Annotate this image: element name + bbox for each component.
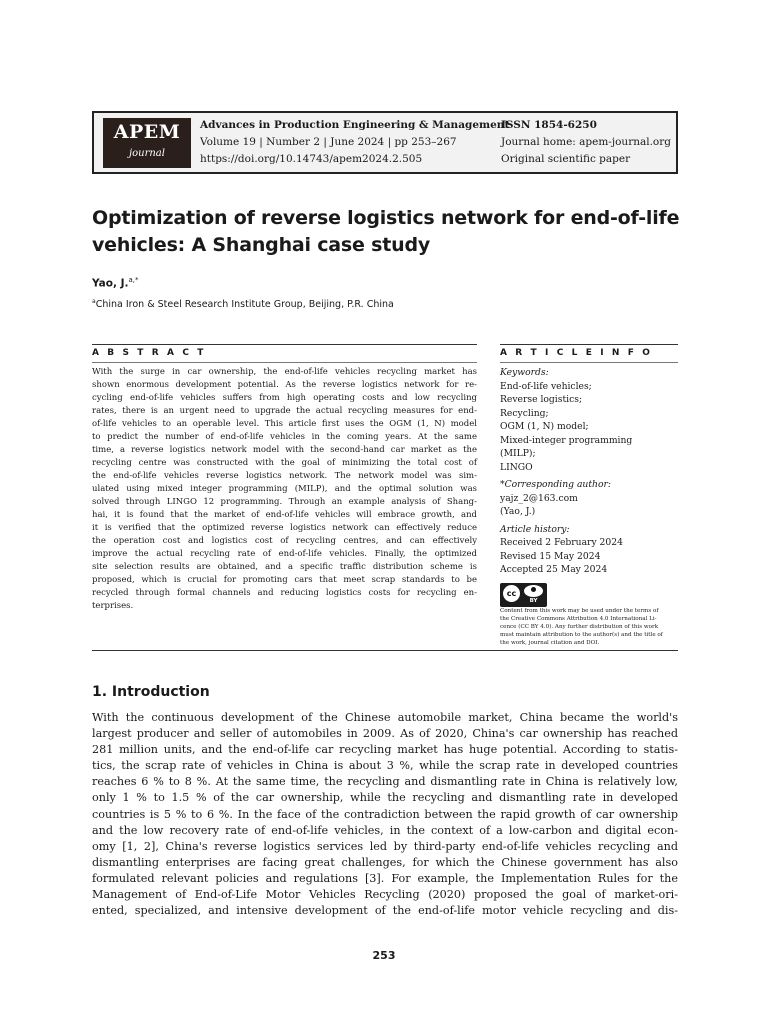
- introduction-body: [92, 710, 678, 919]
- body-line: formulated relevant policies and regulations [3]. For example, the Implementation Rules for the: [92, 871, 678, 885]
- body-line: countries is 5 % to 6 %. In the face of the contradiction between the rapid growth of car ownership: [92, 807, 678, 821]
- keyword-item: End-of-life vehicles;: [500, 380, 592, 392]
- body-line: ented, specialized, and intensive development of the end-of-life motor vehicle recycling and dis-: [92, 904, 678, 918]
- article-info-label: A R T I C L E I N F O: [500, 348, 653, 358]
- abstract-line: ulated using mixed integer programming (MILP), and the optimal solution was: [92, 484, 477, 494]
- body-line: With the continuous development of the Chinese automobile market, China became the world's: [92, 711, 678, 724]
- history-item: Revised 15 May 2024: [500, 550, 601, 562]
- section-heading-introduction: 1. Introduction: [92, 684, 210, 700]
- cc-by-license-icon[interactable]: [500, 583, 547, 607]
- abstract-body: [92, 366, 477, 613]
- author-name: Yao, J.: [92, 277, 129, 290]
- paper-title-line-1: Optimization of reverse logistics network for end-of-life: [92, 207, 680, 229]
- history-item: Accepted 25 May 2024: [500, 564, 608, 575]
- article-history-heading: Article history:: [500, 523, 570, 535]
- cc-icon: cc: [503, 585, 520, 602]
- keyword-item: OGM (1, N) model;: [500, 421, 589, 432]
- article-info-body: [500, 366, 680, 577]
- keyword-item: (MILP);: [500, 448, 536, 459]
- abstract-line: it is verified that the optimized reverse logistics network can effectively reduce: [92, 523, 477, 533]
- corresponding-email[interactable]: yajz_2@163.com: [500, 492, 578, 504]
- paper-type: Original scientific paper: [501, 153, 631, 165]
- author: [92, 276, 139, 290]
- abstract-line: time, a reverse logistics network model with the second-hand car market as the: [92, 445, 477, 455]
- corresponding-name: (Yao, J.): [500, 506, 536, 517]
- issn: ISSN 1854-6250: [501, 119, 597, 131]
- license-line: Content from this work may be used under the terms of: [500, 608, 659, 614]
- affiliation: [92, 298, 394, 310]
- abstract-line: recycling centre was constructed with the goal of minimizing the total cost of: [92, 458, 477, 468]
- keyword-item: Recycling;: [500, 407, 549, 419]
- abstract-label: A B S T R A C T: [92, 348, 207, 358]
- by-person-icon: [524, 585, 543, 597]
- by-label: BY: [529, 598, 538, 604]
- abstract-line: shown enormous development potential. As the reverse logistics network for re-: [92, 380, 477, 390]
- abstract-line: hai, it is found that the market of end-of-life vehicles will embrace growth, and: [92, 510, 477, 520]
- affiliation-sup: a: [92, 298, 96, 305]
- license-line: cence (CC BY 4.0). Any further distribution of this work: [500, 624, 659, 630]
- abstract-line: site selection results are obtained, and a specific traffic distribution scheme is: [92, 562, 477, 572]
- abstract-line: the operation cost and logistics cost of recycling centres, and can effectively: [92, 536, 477, 546]
- body-line: 281 million units, and the end-of-life car recycling market has huge potential. According to statis-: [92, 743, 678, 757]
- body-line: reaches 6 % to 8 %. At the same time, the recycling and dismantling rate in China is relatively low,: [92, 775, 678, 789]
- abstract-line: the end-of-life vehicles reverse logistics network. The network model was sim-: [92, 471, 477, 481]
- abstract-line: cycling end-of-life vehicles suffers from high operating costs and low recycling: [92, 393, 477, 403]
- volume-info: Volume 19 | Number 2 | June 2024 | pp 253–267: [200, 136, 457, 148]
- journal-logo: [103, 118, 191, 168]
- journal-name: Advances in Production Engineering & Management: [200, 119, 510, 131]
- abstract-top-rule: [92, 344, 477, 345]
- license-line: the work, journal citation and DOI.: [500, 640, 600, 646]
- keywords-heading: Keywords:: [500, 367, 549, 378]
- abstract-line: terprises.: [92, 601, 134, 611]
- license-text: [500, 607, 680, 647]
- info-top-rule: [500, 344, 678, 345]
- body-line: only 1 % to 1.5 % of the car ownership, while the recycling and dismantling rate in developed: [92, 791, 678, 805]
- body-line: and the low recovery rate of end-of-life vehicles, in the context of a low-carbon and digital econ-: [92, 823, 678, 837]
- abstract-line: of-life vehicles to an operable level. This article first uses the OGM (1, N) model: [92, 419, 477, 429]
- abstract-line: With the surge in car ownership, the end-of-life vehicles recycling market has: [92, 367, 477, 377]
- abstract-line: proposed, which is crucial for promoting cars that meet scrap standards to be: [92, 575, 477, 585]
- logo-main-text: APEM: [113, 121, 181, 143]
- abstract-line: recycled through formal channels and reducing logistics costs for recycling en-: [92, 588, 477, 598]
- body-line: omy [1, 2], China's reverse logistics services led by third-party end-of-life vehicles recycling and: [92, 839, 678, 853]
- abstract-sub-rule: [92, 362, 477, 363]
- license-line: must maintain attribution to the author(s) and the title of: [500, 632, 663, 638]
- paper-title-line-2: vehicles: A Shanghai case study: [92, 234, 431, 256]
- body-line: Management of End-of-Life Motor Vehicles Recycling (2020) proposed the goal of market-ori-: [92, 888, 678, 902]
- abstract-line: improve the actual recycling rate of end-of-life vehicles. Finally, the optimized: [92, 549, 477, 559]
- body-line: largest producer and seller of automobiles in 2009. As of 2020, China's car ownership has reached: [92, 727, 678, 741]
- author-sup: a,*: [128, 276, 139, 284]
- keyword-item: LINGO: [500, 461, 533, 473]
- body-line: tics, the scrap rate of vehicles in China is about 3 %, while the scrap rate in developed countries: [92, 759, 678, 773]
- body-line: dismantling enterprises are facing great challenges, for which the Chinese government has also: [92, 855, 678, 869]
- info-sub-rule: [500, 362, 678, 363]
- corresponding-author-heading: *Corresponding author:: [500, 479, 611, 490]
- history-item: Received 2 February 2024: [500, 537, 623, 548]
- abstract-line: to predict the number of end-of-life vehicles in the coming years. At the same: [92, 432, 477, 442]
- journal-home[interactable]: Journal home: apem-journal.org: [501, 136, 671, 148]
- page-number: 253: [372, 949, 396, 962]
- keyword-item: Mixed-integer programming: [500, 434, 633, 446]
- abstract-line: solved through LINGO 12 programming. Through an example analysis of Shang-: [92, 497, 477, 507]
- doi-link[interactable]: https://doi.org/10.14743/apem2024.2.505: [200, 153, 423, 165]
- logo-sub-text: journal: [129, 148, 165, 159]
- license-line: the Creative Commons Attribution 4.0 International Li-: [500, 616, 657, 622]
- keyword-item: Reverse logistics;: [500, 394, 583, 405]
- abstract-line: rates, there is an urgent need to upgrade the actual recycling measures for end-: [92, 406, 477, 416]
- affiliation-text: China Iron & Steel Research Institute Group, Beijing, P.R. China: [95, 299, 394, 311]
- front-matter-bottom-rule: [92, 650, 678, 651]
